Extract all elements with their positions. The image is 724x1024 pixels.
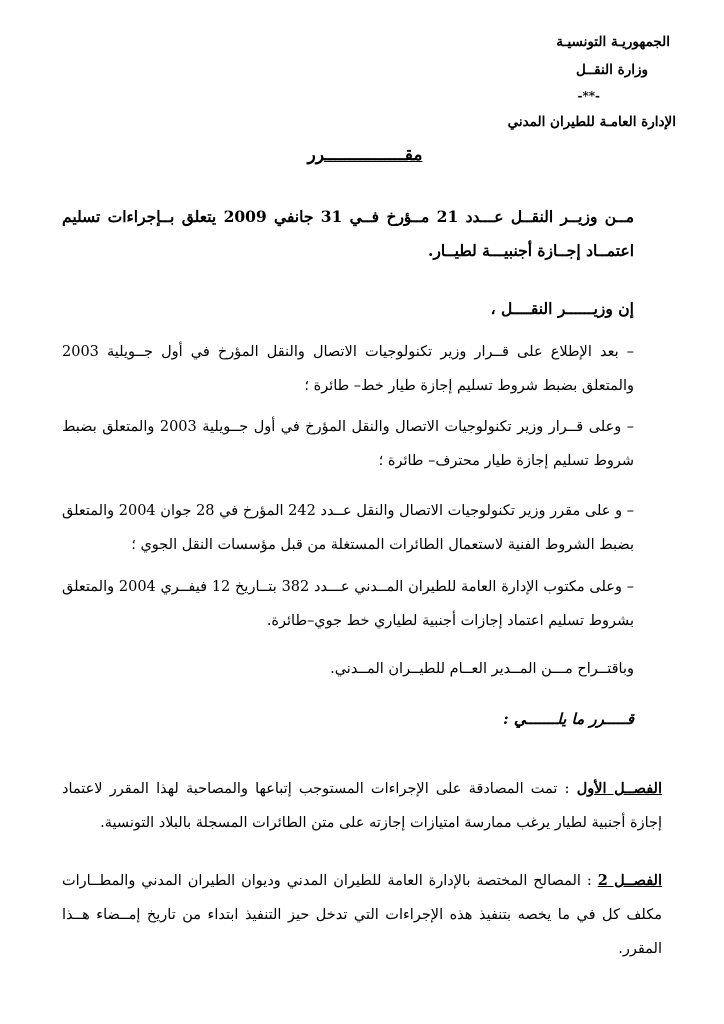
consideration-4: – وعلى مكتوب الإدارة العامة للطيران المــدني عـــدد 382 بتــاريخ 12 فيفــري 2004 والمتعلق بشروط تسليم اعتماد إجازات أجنبية لطياري خط جوي–طائرة.	[62, 579, 634, 629]
consideration-3: – و على مقرر وزير تكنولوجيات الاتصال والنقل عــدد 242 المؤرخ في 28 جوان 2004 والمتعلق بضبط الشروط الفنية لاستعمال الطائرات المستغلة من قبل مؤسسات النقل الجوي ؛	[62, 503, 634, 553]
consideration-2: – وعلى قــرار وزير تكنولوجيات الاتصال والنقل المؤرخ في أول جــويلية 2003 والمتعلق بضبط شروط تسليم إجازة طيار محترف– طائرة ؛	[62, 419, 635, 469]
republic-name: الجمهوريـة التونسيـة	[556, 34, 670, 50]
proposal-line: وباقتــراح مـــن المــدير العــام للطيــران المــدني.	[330, 661, 634, 677]
decides-heading: قـــــرر ما يلـــــــي :	[503, 710, 634, 728]
article-1	[62, 772, 662, 840]
article-2-text: : المصالح المختصة بالإدارة العامة للطيران المدني وديوان الطيران المدني والمطــارات مكلف كل في ما يخصه بتنفيذ هذه الإجراءات التي تدخل حيز التنفيذ ابتداء من تاريخ إمــضاء هــذا المقرر.	[62, 873, 662, 957]
article-2	[62, 864, 662, 966]
article-1-text: : تمت المصادقة على الإجراءات المستوجب إتباعها والمصاحبة لهذا المقرر لاعتماد إجازة أجنبية لطيار يرغب ممارسة امتيازات إجازته على متن الطائرات المسجلة بالبلاد التونسية.	[62, 781, 662, 831]
ministry-name: وزارة النقــل	[576, 62, 648, 78]
department-name: الإدارة العامـة للطيران المدني	[507, 114, 676, 130]
article-2-label: الفصــل 2	[597, 872, 662, 889]
document-title: مقــــــــــــــــرر	[307, 145, 423, 165]
header-separator: -**-	[577, 89, 600, 103]
decree-intro: مــن وزيــر النقــل عـــدد 21 مــؤرخ فــي 31 جانفي 2009 يتعلق بــإجراءات تسليم اعتمــاد إجــازة أجنبيـــة لطيــار.	[62, 207, 634, 260]
article-1-label: الفصــل الأول	[576, 780, 662, 797]
consideration-1: – بعد الإطلاع على قــرار وزير تكنولوجيات الاتصال والنقل المؤرخ في أول جــويلية 2003 والمتعلق بضبط شروط تسليم إجازة طيار خط– طائرة ؛	[62, 344, 634, 394]
minister-line: إن وزيــــــر النقــــل ،	[490, 299, 634, 318]
